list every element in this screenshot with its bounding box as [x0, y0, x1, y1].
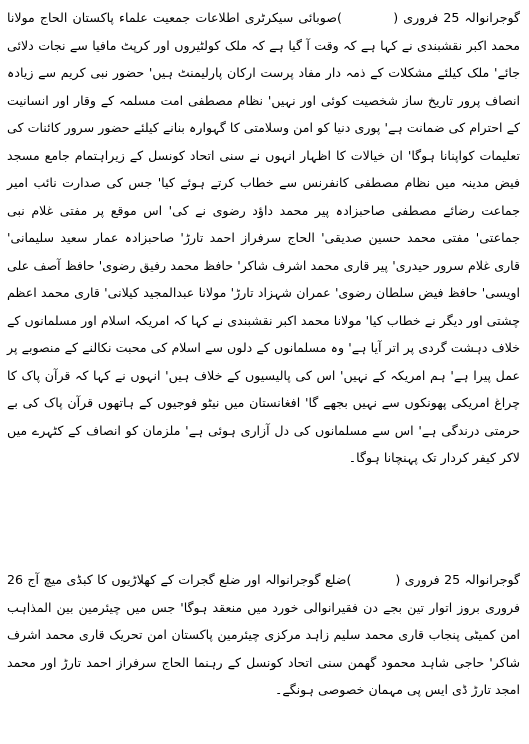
news-article: [7, 4, 520, 472]
article-body: )ضلع گوجرانوالہ اور ضلع گجرات کے کھلاڑیوں کا کبڈی میچ آج 26 فروری بروز اتوار تین بجے دن فقیرانوالی خورد میں منعقد ہوگا' جس میں چیئرمین بین المذاہب امن کمیٹی پنجاب قاری محمد سلیم زاہد مرکزی چیئرمین پاکستان امن تحریک قاری محمد اشرف شاکر' حاجی شاہد محمود گھمن سنی اتحاد کونسل کے رہنما الحاج سرفراز احمد تارڑ اور محمد امجد تارڑ ڈی ایس پی مہمان خصوصی ہونگے۔: [7, 572, 520, 697]
source-gap: [351, 572, 395, 587]
article-dateline: گوجرانوالہ 25 فروری (: [393, 10, 520, 25]
article-paragraph: [7, 566, 520, 704]
article-body: )صوبائی سیکرٹری اطلاعات جمعیت علماء پاکستان الحاج مولانا محمد اکبر نقشبندی نے کہا ہے کہ وقت آ گیا ہے کہ ملک کولٹیروں اور کرپٹ مافیا سے نجات دلائی جائے' ملک کیلئے مشکلات کے ذمہ دار مفاد پرست ارکان پارلیمنٹ ہیں' حضور نبی کریم سے زیادہ انصاف پرور تاریخ ساز شخصیت کوئی اور نہیں' نظام مصطفی امت مسلمہ کے وقار اور انسانیت کے احترام کی ضمانت ہے' پوری دنیا کو امن وسلامتی کا گہوارہ بنانے کیلئے حضور سرور کائنات کی تعلیمات کواپنانا ہوگا' ان خیالات کا اظہار انہوں نے سنی اتحاد کونسل کے زیراہتمام جامع مسجد فیض مدینہ میں نظام مصطفی کانفرنس سے خطاب کرتے ہوئے کیا' جس کی صدارت نائب امیر جماعت رضائے مصطفی صاحبزادہ پیر محمد داؤد رضوی نے کی' اس موقع پر مفتی غلام نبی جماعتی' مفتی محمد حسین صدیقی' الحاج سرفراز احمد تارڑ' صاحبزادہ عمار سعید سلیمانی' قاری غلام سرور حیدری' پیر قاری محمد اشرف شاکر' حافظ محمد رفیق رضوی' حافظ آصف علی اویسی' حافظ فیض سلطان رضوی' عمران شہزاد تارڑ' مولانا عبدالمجید کیلانی' قاری محمد اعظم چشتی اور دیگر نے خطاب کیا' مولانا محمد اکبر نقشبندی نے کہا کہ امریکہ اسلام اور مسلمانوں کے خلاف دہشت گردی پر اتر آیا ہے' وہ مسلمانوں کے دلوں سے اسلام کی محبت نکالنے کے منصوبے پر عمل پیرا ہے' ہم امریکہ کے نہیں' اس کی پالیسیوں کے خلاف ہیں' انہوں نے کہا کہ قرآن پاک کا چراغ امریکی پھونکوں سے نہیں بجھے گا' افغانستان میں نیٹو فوجیوں کے ہاتھوں قرآن پاک کی بے حرمتی درندگی ہے' اس سے مسلمانوں کی دل آزاری ہوئی ہے' ملزمان کو انصاف کے کٹہرے میں لاکر کیفر کردار تک پہنچانا ہوگا۔: [7, 10, 520, 465]
source-gap: [342, 10, 393, 25]
article-dateline: گوجرانوالہ 25 فروری (: [395, 572, 520, 587]
news-article: [7, 566, 520, 704]
article-paragraph: [7, 4, 520, 472]
